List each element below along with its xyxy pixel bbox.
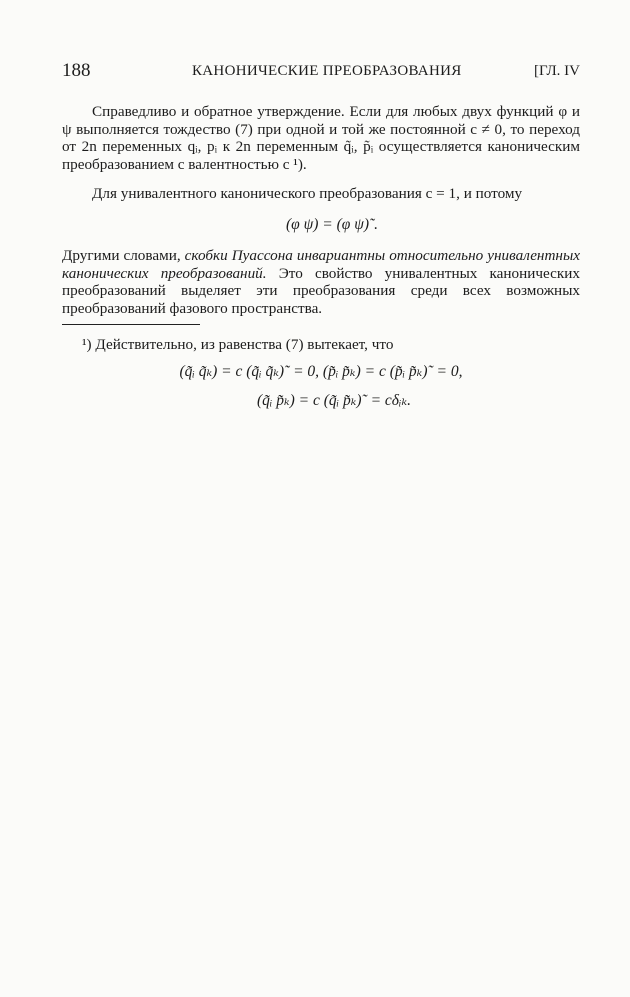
page-header [62, 60, 580, 84]
running-title: КАНОНИЧЕСКИЕ ПРЕОБРАЗОВАНИЯ [192, 63, 462, 79]
chapter-label: [ГЛ. IV [533, 63, 580, 79]
conclusion-text-start: Другими словами, [62, 247, 185, 264]
page-number: 188 [62, 60, 91, 81]
paragraph-converse-statement: Справедливо и обратное утверждение. Если для любых двух функций φ и ψ выполняется тождество (7) при одной и той же постоянной c ≠ 0, то переход от 2n переменных qᵢ, pᵢ к 2n переменным q̃ᵢ, p̃ᵢ осуществляется каноническим преобразованием с валентностью c ¹). [62, 103, 580, 173]
conclusion-text-italic: скобки Пуассона инвариантны относительно унивалентных канонических преобразований. [62, 247, 580, 282]
conclusion-text-end: Это свойство унивалентных канонических преобразований выделяет эти преобразования среди всех возможных преобразований фазового пространства. [62, 264, 580, 317]
paragraph-conclusion [62, 247, 580, 317]
footnote-divider [62, 324, 200, 325]
formula-footnote-line-2: (q̃ᵢ p̃ₖ) = c (q̃ᵢ p̃ₖ)˜ = cδᵢₖ. [256, 392, 411, 409]
formula-poisson-invariance: (φ ψ) = (φ ψ)˜. [285, 216, 379, 233]
formula-footnote-line-1: (q̃ᵢ q̃ₖ) = c (q̃ᵢ q̃ₖ)˜ = 0, (p̃ᵢ p̃ₖ) = c (p̃ᵢ p̃ₖ)˜ = 0, [179, 363, 463, 380]
footnote-text: ¹) Действительно, из равенства (7) вытекает, что [82, 336, 394, 353]
paragraph-univalent: Для унивалентного канонического преобразования c = 1, и потому [92, 185, 523, 202]
